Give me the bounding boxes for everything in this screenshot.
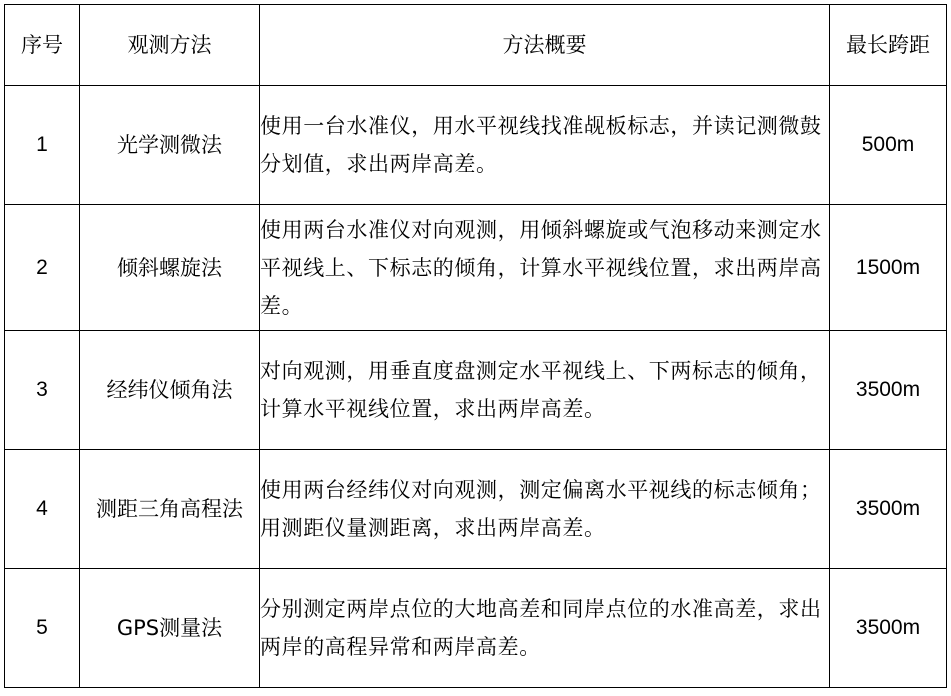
row-span: 3500m bbox=[830, 331, 947, 450]
row-span: 3500m bbox=[830, 569, 947, 688]
row-no: 4 bbox=[5, 450, 80, 569]
row-method: 测距三角高程法 bbox=[80, 450, 260, 569]
row-method: 经纬仪倾角法 bbox=[80, 331, 260, 450]
table-row bbox=[5, 331, 947, 450]
header-row bbox=[5, 5, 947, 86]
row-no: 5 bbox=[5, 569, 80, 688]
row-summary: 使用两台水准仪对向观测，用倾斜螺旋或气泡移动来测定水平视线上、下标志的倾角，计算水平视线位置，求出两岸高差。 bbox=[260, 205, 830, 331]
row-method: 光学测微法 bbox=[80, 86, 260, 205]
table-row bbox=[5, 86, 947, 205]
header-method: 观测方法 bbox=[80, 5, 260, 86]
methods-table bbox=[4, 4, 947, 688]
row-no: 1 bbox=[5, 86, 80, 205]
row-no: 2 bbox=[5, 205, 80, 331]
table-row bbox=[5, 205, 947, 331]
row-span: 1500m bbox=[830, 205, 947, 331]
row-span: 3500m bbox=[830, 450, 947, 569]
row-summary: 使用两台经纬仪对向观测，测定偏离水平视线的标志倾角；用测距仪量测距离，求出两岸高差。 bbox=[260, 450, 830, 569]
row-method: GPS测量法 bbox=[80, 569, 260, 688]
table-row bbox=[5, 569, 947, 688]
row-span: 500m bbox=[830, 86, 947, 205]
row-no: 3 bbox=[5, 331, 80, 450]
table-row bbox=[5, 450, 947, 569]
header-summary: 方法概要 bbox=[260, 5, 830, 86]
row-summary: 分别测定两岸点位的大地高差和同岸点位的水准高差，求出两岸的高程异常和两岸高差。 bbox=[260, 569, 830, 688]
row-method: 倾斜螺旋法 bbox=[80, 205, 260, 331]
header-span: 最长跨距 bbox=[830, 5, 947, 86]
row-summary: 对向观测，用垂直度盘测定水平视线上、下两标志的倾角，计算水平视线位置，求出两岸高差。 bbox=[260, 331, 830, 450]
header-no: 序号 bbox=[5, 5, 80, 86]
row-summary: 使用一台水准仪，用水平视线找准觇板标志，并读记测微鼓分划值，求出两岸高差。 bbox=[260, 86, 830, 205]
